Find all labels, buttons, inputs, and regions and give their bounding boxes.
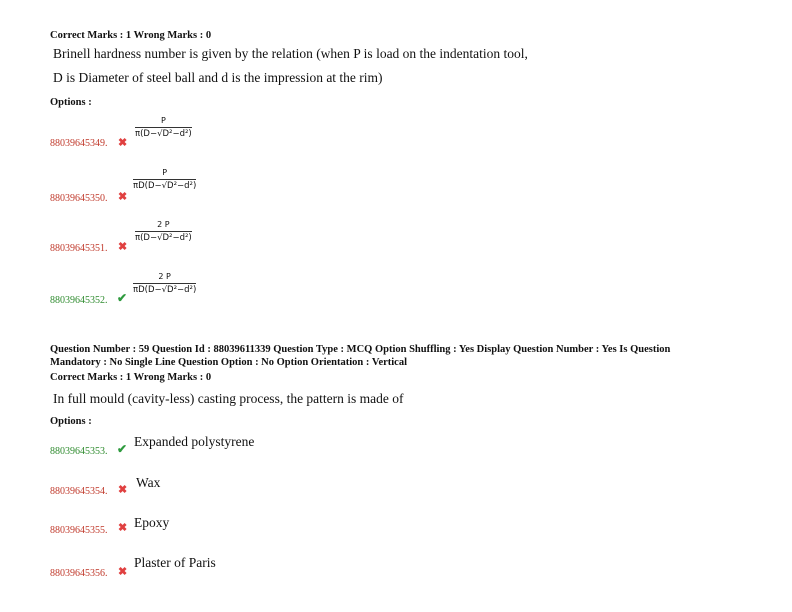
cross-icon: ✖ [118, 137, 128, 149]
formula-numerator: P [160, 116, 166, 125]
q59-options-label: Options : [50, 416, 92, 427]
q59-text: In full mould (cavity-less) casting process, the pattern is made of [53, 391, 404, 406]
fraction-bar [133, 283, 196, 284]
option-id: 88039645354. [50, 486, 108, 497]
cross-icon: ✖ [118, 191, 128, 203]
formula-numerator: 2 P [157, 220, 170, 229]
formula-denominator: πD(D−√D²−d²) [133, 181, 197, 191]
option-id: 88039645353. [50, 446, 108, 457]
option-text[interactable]: Wax [136, 475, 161, 490]
check-icon: ✔ [117, 442, 128, 456]
option-text[interactable]: Epoxy [134, 515, 170, 530]
formula-denominator: π(D−√D²−d²) [135, 129, 192, 139]
q59-header-line1: Question Number : 59 Question Id : 88039611339 Question Type : MCQ Option Shuffling : Yes Display Question Number : Yes Is Question [50, 344, 671, 355]
q58-options-label: Options : [50, 97, 92, 108]
check-icon: ✔ [117, 291, 128, 305]
cross-icon: ✖ [118, 566, 128, 578]
q59-header-line2: Mandatory : No Single Line Question Option : No Option Orientation : Vertical [50, 357, 408, 368]
option-formula[interactable] [135, 220, 192, 243]
option-id: 88039645356. [50, 568, 108, 579]
q58-marks: Correct Marks : 1 Wrong Marks : 0 [50, 30, 212, 41]
option-id: 88039645352. [50, 295, 108, 306]
cross-icon: ✖ [118, 484, 128, 496]
formula-numerator: 2 P [158, 272, 171, 281]
fraction-bar [135, 231, 192, 232]
cross-icon: ✖ [118, 241, 128, 253]
option-id: 88039645350. [50, 193, 108, 204]
option-id: 88039645355. [50, 525, 108, 536]
option-formula[interactable] [133, 272, 196, 295]
option-id: 88039645349. [50, 138, 108, 149]
option-formula[interactable] [135, 116, 192, 139]
option-text[interactable]: Plaster of Paris [134, 555, 216, 570]
option-id: 88039645351. [50, 243, 108, 254]
q59-marks: Correct Marks : 1 Wrong Marks : 0 [50, 372, 212, 383]
fraction-bar [133, 179, 196, 180]
option-text[interactable]: Expanded polystyrene [134, 434, 255, 449]
q58-text-line2: D is Diameter of steel ball and d is the impression at the rim) [53, 70, 383, 85]
formula-denominator: πD(D−√D²−d²) [133, 285, 197, 295]
q58-text-line1: Brinell hardness number is given by the relation (when P is load on the indentation tool, [53, 46, 528, 61]
cross-icon: ✖ [118, 522, 128, 534]
fraction-bar [135, 127, 192, 128]
formula-numerator: P [162, 168, 168, 177]
formula-denominator: π(D−√D²−d²) [135, 233, 192, 243]
option-formula[interactable] [133, 168, 196, 191]
